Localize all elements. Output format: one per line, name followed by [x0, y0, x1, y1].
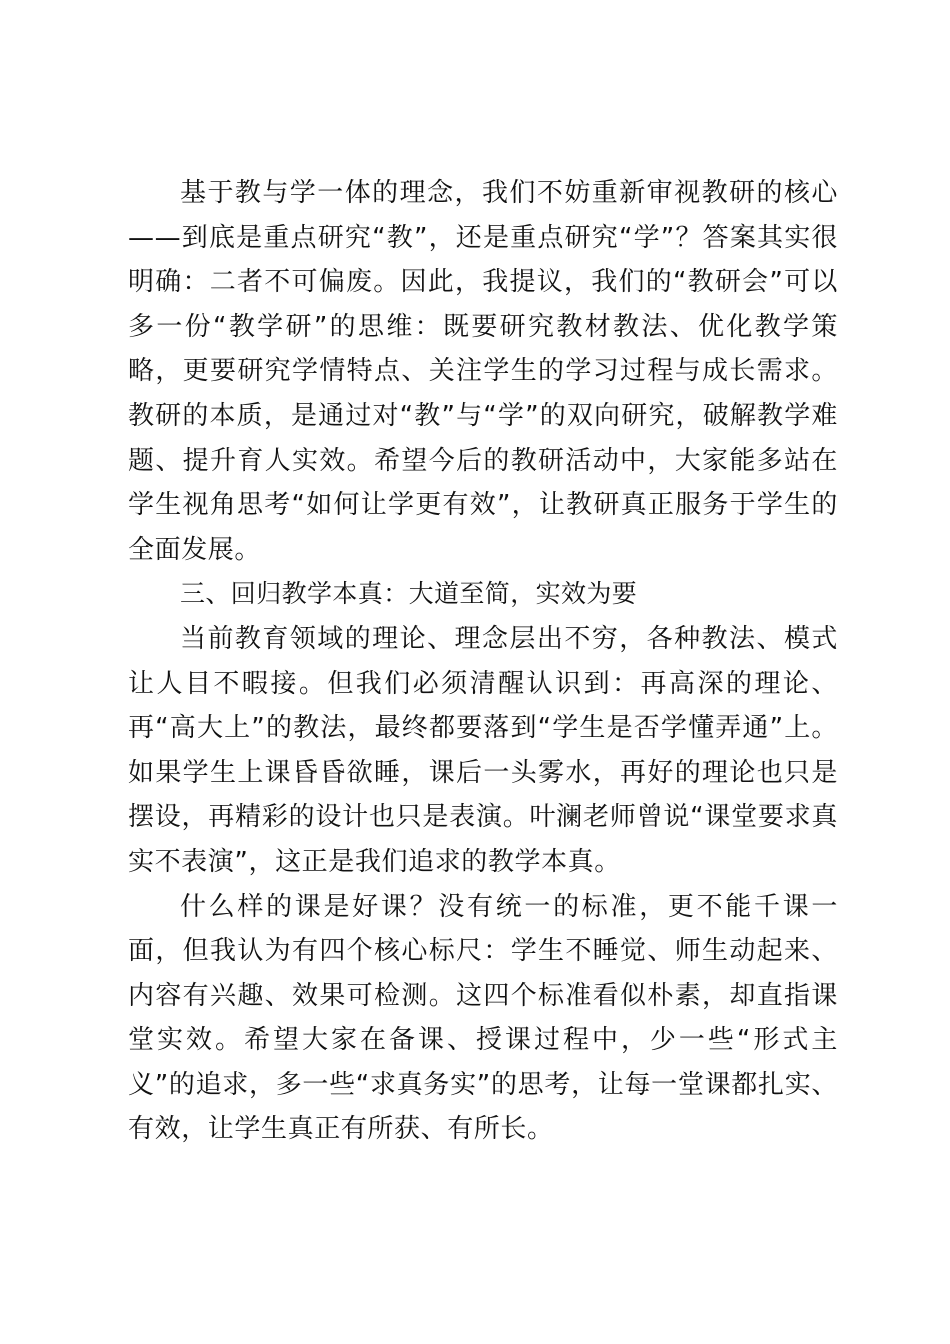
paragraph-good-lesson: 什么样的课是好课？没有统一的标准，更不能千课一面，但我认为有四个核心标尺：学生不睡觉、师生动起来、内容有兴趣、效果可检测。这四个标准看似朴素，却直指课堂实效。希望大家在备课、授课过程中，少一些“形式主义”的追求，多一些“求真务实”的思考，让每一堂课都扎实、有效，让学生真正有所获、有所长。	[128, 891, 838, 1145]
paragraph-teaching-essence: 当前教育领域的理论、理念层出不穷，各种教法、模式让人目不暇接。但我们必须清醒认识到：再高深的理论、再“高大上”的教法，最终都要落到“学生是否学懂弄通”上。如果学生上课昏昏欲睡，课后一头雾水，再好的理论也只是摆设，再精彩的设计也只是表演。叶澜老师曾说“课堂要求真实不表演”，这正是我们追求的教学本真。	[128, 623, 838, 877]
document-body	[128, 171, 838, 1152]
paragraph-teaching-research: 基于教与学一体的理念，我们不妨重新审视教研的核心——到底是重点研究“教”，还是重点研究“学”？答案其实很明确：二者不可偏废。因此，我提议，我们的“教研会”可以多一份“教学研”的思维：既要研究教材教法、优化教学策略，更要研究学情特点、关注学生的学习过程与成长需求。教研的本质，是通过对“教”与“学”的双向研究，破解教学难题、提升育人实效。希望今后的教研活动中，大家能多站在学生视角思考“如何让学更有效”，让教研真正服务于学生的全面发展。	[128, 178, 838, 565]
section-heading-3: 三、回归教学本真：大道至简，实效为要	[180, 579, 638, 609]
